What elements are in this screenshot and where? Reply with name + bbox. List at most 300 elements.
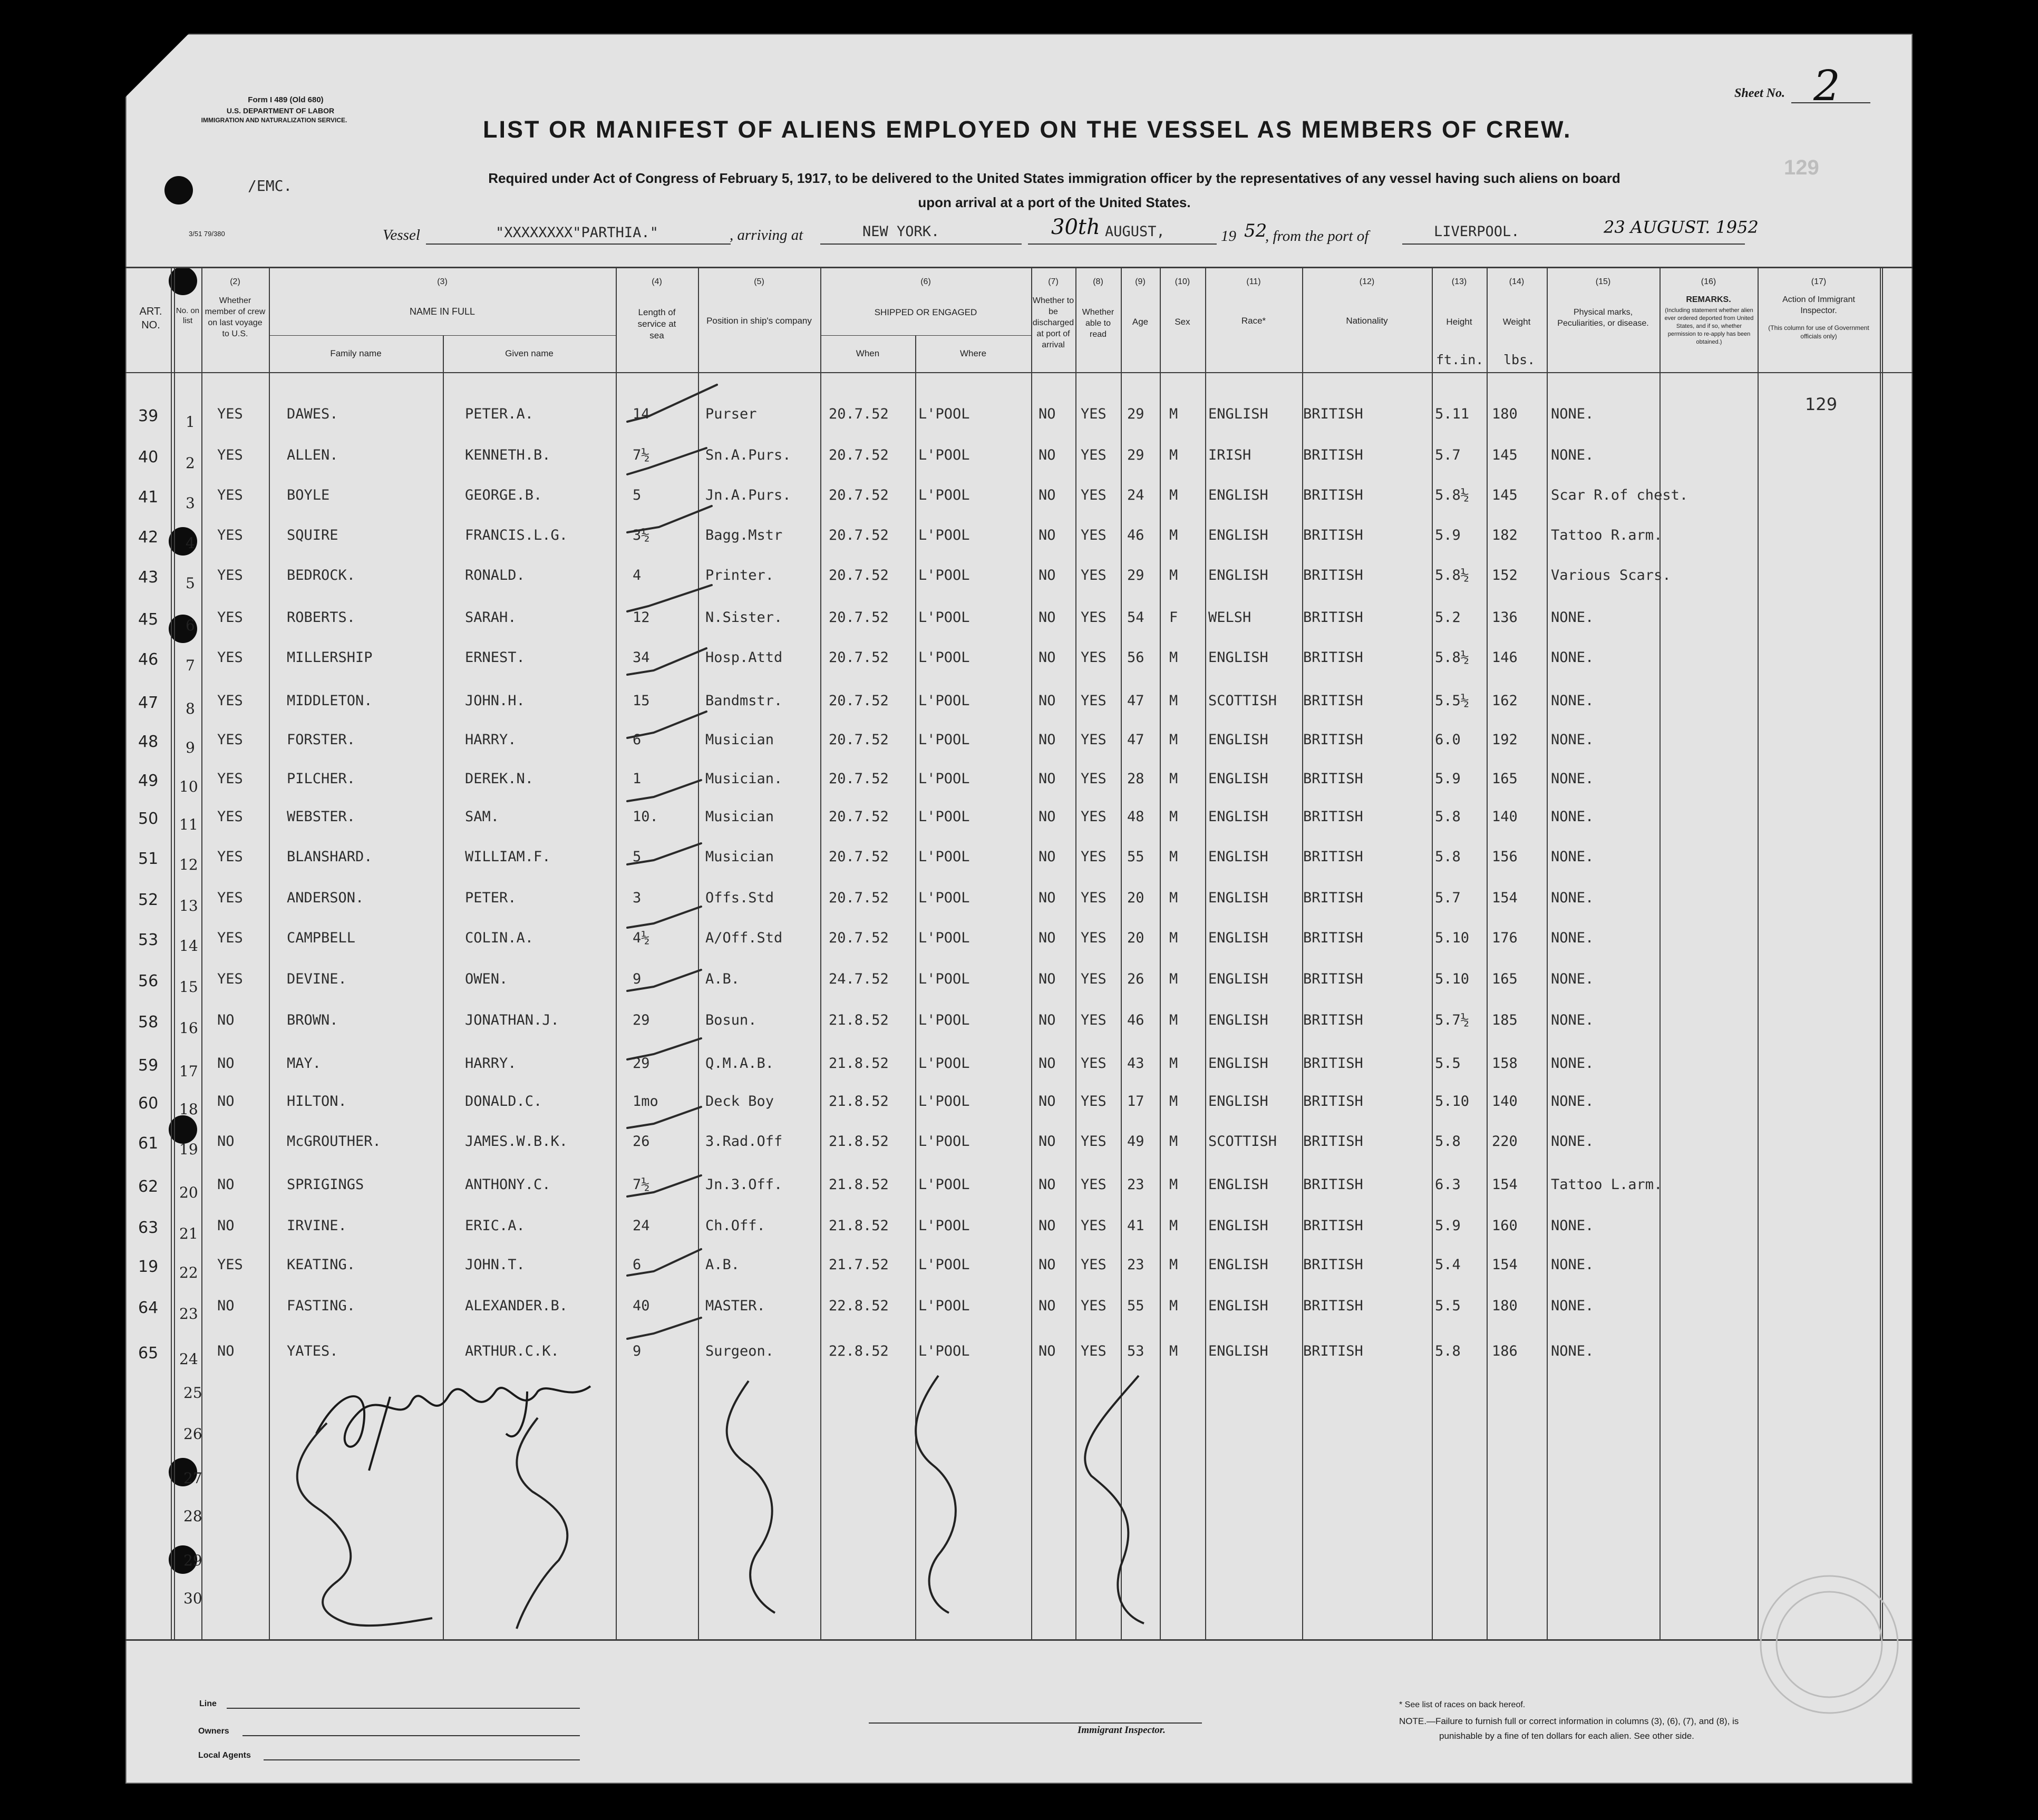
sex-cell: M (1169, 1176, 1178, 1193)
height-cell: 5.8 (1435, 1133, 1461, 1150)
sex-cell: M (1169, 447, 1178, 463)
shipped-when-cell: 21.8.52 (829, 1093, 889, 1109)
weight-cell: 140 (1492, 1093, 1518, 1109)
service-name: IMMIGRATION AND NATURALIZATION SERVICE. (201, 116, 347, 124)
list-no-cell: 2 (186, 454, 195, 472)
last-voyage-cell: YES (217, 406, 243, 422)
discharged-cell: NO (1039, 487, 1056, 503)
race-cell: ENGLISH (1208, 567, 1268, 583)
family-name-cell: ANDERSON. (287, 890, 364, 906)
weight-cell: 145 (1492, 447, 1518, 463)
nationality-cell: BRITISH (1303, 971, 1363, 987)
family-name-cell: PILCHER. (287, 771, 356, 787)
shipped-when-cell: 20.7.52 (829, 890, 889, 906)
service-length-cell: 9 (633, 1343, 642, 1359)
list-no-cell: 24 (179, 1350, 198, 1368)
table-row (0, 1176, 2038, 1208)
physical-marks-cell: NONE. (1551, 1133, 1594, 1150)
nationality-cell: BRITISH (1303, 1133, 1363, 1150)
family-name-cell: BOYLE (287, 487, 330, 503)
nationality-cell: BRITISH (1303, 930, 1363, 946)
arrival-day: 30th (1051, 215, 1100, 239)
physical-marks-cell: NONE. (1551, 1257, 1594, 1273)
shipped-where-cell: L'POOL (918, 890, 970, 906)
table-bottom-rule (125, 1639, 1913, 1641)
physical-marks-cell: NONE. (1551, 971, 1594, 987)
last-voyage-cell: NO (217, 1218, 235, 1234)
discharged-cell: NO (1039, 971, 1056, 987)
col-number: (8) (1093, 277, 1103, 286)
service-length-cell: 4 (633, 567, 642, 583)
height-cell: 5.8½ (1435, 649, 1470, 666)
family-name-cell: MIDDLETON. (287, 693, 373, 709)
sex-cell: M (1169, 567, 1178, 583)
list-no-cell: 8 (186, 700, 195, 717)
table-row (0, 527, 2038, 559)
art-no-cell: 53 (138, 931, 159, 949)
discharged-cell: NO (1039, 1133, 1056, 1150)
col-header-shipped: SHIPPED OR ENGAGED (874, 307, 977, 317)
race-cell: ENGLISH (1208, 1055, 1268, 1072)
list-no-cell: 6 (186, 617, 195, 634)
shipped-where-cell: L'POOL (918, 527, 970, 543)
shipped-when-cell: 20.7.52 (829, 406, 889, 422)
position-cell: Jn.A.Purs. (705, 487, 791, 503)
col-header-list-no: No. on list (176, 306, 200, 325)
given-name-cell: JOHN.H. (465, 693, 525, 709)
date-underline (1028, 244, 1217, 245)
weight-cell: 176 (1492, 930, 1518, 946)
shipped-when-cell: 21.8.52 (829, 1055, 889, 1072)
table-row (0, 849, 2038, 880)
col-header-physical-marks: Physical marks, Peculiarities, or disease. (1557, 308, 1649, 328)
weight-cell: 220 (1492, 1133, 1518, 1150)
sex-cell: M (1169, 527, 1178, 543)
position-cell: Q.M.A.B. (705, 1055, 774, 1072)
shipped-when-cell: 20.7.52 (829, 649, 889, 666)
arriving-underline (820, 244, 1022, 245)
table-row (0, 1093, 2038, 1125)
col-header-when: When (856, 348, 880, 358)
art-no-cell: 56 (138, 972, 159, 990)
age-cell: 56 (1127, 649, 1144, 666)
physical-marks-cell: Various Scars. (1551, 567, 1671, 583)
able-to-read-cell: YES (1081, 1343, 1107, 1359)
col-number: (7) (1048, 277, 1059, 286)
given-name-cell: OWEN. (465, 971, 508, 987)
given-name-cell: FRANCIS.L.G. (465, 527, 568, 543)
age-cell: 49 (1127, 1133, 1144, 1150)
family-name-cell: CAMPBELL (287, 930, 356, 946)
shipped-where-cell: L'POOL (918, 609, 970, 626)
last-voyage-cell: YES (217, 447, 243, 463)
given-name-cell: ERIC.A. (465, 1218, 525, 1234)
blank-line-number: 26 (183, 1425, 202, 1443)
nationality-cell: BRITISH (1303, 1298, 1363, 1314)
list-no-cell: 13 (179, 897, 198, 914)
vessel-underline (426, 244, 731, 245)
shipped-where-cell: L'POOL (918, 1176, 970, 1193)
art-no-cell: 61 (138, 1134, 159, 1153)
physical-marks-cell: NONE. (1551, 732, 1594, 748)
col-number: (2) (230, 277, 240, 286)
art-no-cell: 49 (138, 772, 159, 790)
discharged-cell: NO (1039, 1343, 1056, 1359)
discharged-cell: NO (1039, 771, 1056, 787)
shipped-where-cell: L'POOL (918, 406, 970, 422)
last-voyage-cell: YES (217, 849, 243, 865)
height-cell: 5.4 (1435, 1257, 1461, 1273)
penalty-note-2: punishable by a fine of ten dollars for each alien. See other side. (1439, 1731, 1694, 1741)
nationality-cell: BRITISH (1303, 1055, 1363, 1072)
table-row (0, 971, 2038, 1003)
able-to-read-cell: YES (1081, 447, 1107, 463)
family-name-cell: BROWN. (287, 1012, 338, 1028)
list-no-cell: 16 (179, 1019, 198, 1037)
height-cell: 5.8 (1435, 849, 1461, 865)
race-cell: ENGLISH (1208, 971, 1268, 987)
nationality-cell: BRITISH (1303, 849, 1363, 865)
shipped-subrule (820, 335, 1031, 336)
weight-cell: 192 (1492, 732, 1518, 748)
able-to-read-cell: YES (1081, 971, 1107, 987)
family-name-cell: McGROUTHER. (287, 1133, 381, 1150)
position-cell: Bosun. (705, 1012, 757, 1028)
table-row (0, 930, 2038, 961)
list-no-cell: 18 (179, 1101, 198, 1118)
list-no-cell: 1 (186, 413, 195, 431)
shipped-when-cell: 21.8.52 (829, 1133, 889, 1150)
given-name-cell: HARRY. (465, 732, 517, 748)
table-row (0, 1055, 2038, 1087)
discharged-cell: NO (1039, 406, 1056, 422)
sex-cell: M (1169, 1298, 1178, 1314)
arrival-month: AUGUST, (1105, 223, 1165, 240)
height-cell: 5.9 (1435, 771, 1461, 787)
family-name-cell: SQUIRE (287, 527, 338, 543)
physical-marks-cell: NONE. (1551, 649, 1594, 666)
able-to-read-cell: YES (1081, 732, 1107, 748)
table-row (0, 609, 2038, 641)
last-voyage-cell: NO (217, 1055, 235, 1072)
vessel-name: "XXXXXXXX"PARTHIA." (496, 225, 658, 241)
able-to-read-cell: YES (1081, 1012, 1107, 1028)
shipped-where-cell: L'POOL (918, 1093, 970, 1109)
col-header-discharged: Whether to be discharged at port of arrival (1032, 296, 1074, 349)
col-header-art-no: ART. NO. (139, 306, 162, 331)
service-length-cell: 5 (633, 849, 642, 865)
discharged-cell: NO (1039, 693, 1056, 709)
race-cell: ENGLISH (1208, 487, 1268, 503)
col-number: (3) (437, 277, 448, 286)
discharged-cell: NO (1039, 1093, 1056, 1109)
position-cell: A.B. (705, 971, 740, 987)
physical-marks-cell: NONE. (1551, 809, 1594, 825)
given-name-cell: HARRY. (465, 1055, 517, 1072)
nationality-cell: BRITISH (1303, 609, 1363, 626)
art-no-cell: 64 (138, 1299, 159, 1317)
last-voyage-cell: NO (217, 1133, 235, 1150)
sex-cell: M (1169, 693, 1178, 709)
subtitle-line-2: upon arrival at a port of the United States. (918, 194, 1191, 210)
inspector-signature-line (869, 1722, 1202, 1724)
race-cell: ENGLISH (1208, 1343, 1268, 1359)
given-name-cell: ANTHONY.C. (465, 1176, 551, 1193)
discharged-cell: NO (1039, 849, 1056, 865)
list-no-cell: 7 (186, 657, 195, 674)
given-name-cell: JONATHAN.J. (465, 1012, 559, 1028)
service-length-cell: 7½ (633, 447, 650, 463)
faded-stamp-number: 129 (1784, 156, 1819, 179)
last-voyage-cell: YES (217, 809, 243, 825)
position-cell: Surgeon. (705, 1343, 774, 1359)
sex-cell: F (1169, 609, 1178, 626)
table-row (0, 1343, 2038, 1375)
sex-cell: M (1169, 732, 1178, 748)
position-cell: Purser (705, 406, 757, 422)
shipped-where-cell: L'POOL (918, 487, 970, 503)
weight-cell: 186 (1492, 1343, 1518, 1359)
sex-cell: M (1169, 487, 1178, 503)
last-voyage-cell: YES (217, 649, 243, 666)
given-name-cell: DONALD.C. (465, 1093, 542, 1109)
race-cell: SCOTTISH (1208, 1133, 1277, 1150)
col-header-service: Length of service at sea (637, 307, 676, 340)
header-bottom-rule (125, 372, 1913, 373)
col-header-last-voyage: Whether member of crew on last voyage to U.S. (205, 296, 266, 338)
owners-label: Owners (198, 1727, 229, 1736)
discharged-cell: NO (1039, 1298, 1056, 1314)
position-cell: A.B. (705, 1257, 740, 1273)
col-number: (10) (1175, 277, 1190, 286)
nationality-cell: BRITISH (1303, 1093, 1363, 1109)
shipped-when-cell: 22.8.52 (829, 1298, 889, 1314)
service-length-cell: 29 (633, 1012, 650, 1028)
reference-code: /EMC. (248, 177, 293, 194)
col-header-where: Where (959, 348, 987, 358)
sex-cell: M (1169, 406, 1178, 422)
discharged-cell: NO (1039, 527, 1056, 543)
age-cell: 54 (1127, 609, 1144, 626)
last-voyage-cell: YES (217, 732, 243, 748)
table-row (0, 693, 2038, 724)
given-name-cell: RONALD. (465, 567, 525, 583)
table-row (0, 771, 2038, 802)
age-cell: 47 (1127, 693, 1144, 709)
age-cell: 29 (1127, 406, 1144, 422)
shipped-when-cell: 20.7.52 (829, 609, 889, 626)
height-cell: 5.10 (1435, 971, 1470, 987)
weight-cell: 182 (1492, 527, 1518, 543)
given-name-cell: JOHN.T. (465, 1257, 525, 1273)
sex-cell: M (1169, 930, 1178, 946)
given-name-cell: SAM. (465, 809, 500, 825)
shipped-where-cell: L'POOL (918, 567, 970, 583)
table-row (0, 487, 2038, 519)
arriving-label: , arriving at (730, 227, 803, 244)
family-name-cell: MILLERSHIP (287, 649, 373, 666)
shipped-when-cell: 20.7.52 (829, 809, 889, 825)
age-cell: 43 (1127, 1055, 1144, 1072)
physical-marks-cell: NONE. (1551, 890, 1594, 906)
physical-marks-cell: NONE. (1551, 406, 1594, 422)
col-header-read: Whether able to read (1082, 308, 1114, 339)
shipped-where-cell: L'POOL (918, 771, 970, 787)
col-header-inspector-action: Action of Immigrant Inspector. (1782, 295, 1855, 315)
art-no-cell: 51 (138, 850, 159, 868)
last-voyage-cell: NO (217, 1343, 235, 1359)
service-length-cell: 4½ (633, 930, 650, 946)
weight-cell: 180 (1492, 406, 1518, 422)
art-no-cell: 40 (138, 448, 159, 466)
shipped-where-cell: L'POOL (918, 649, 970, 666)
height-cell: 5.5 (1435, 1055, 1461, 1072)
table-row (0, 1298, 2038, 1329)
weight-cell: 180 (1492, 1298, 1518, 1314)
art-no-cell: 39 (138, 407, 159, 425)
year-suffix: 52 (1244, 220, 1267, 241)
shipped-where-cell: L'POOL (918, 971, 970, 987)
art-no-cell: 58 (138, 1013, 159, 1031)
shipped-where-cell: L'POOL (918, 1218, 970, 1234)
position-cell: Musician. (705, 771, 783, 787)
last-voyage-cell: YES (217, 771, 243, 787)
sex-cell: M (1169, 971, 1178, 987)
height-cell: 5.5 (1435, 1298, 1461, 1314)
table-row (0, 649, 2038, 681)
col-header-inspector-note: (This column for use of Government officials only) (1768, 324, 1869, 340)
table-row (0, 1012, 2038, 1044)
shipped-where-cell: L'POOL (918, 1133, 970, 1150)
family-name-cell: BEDROCK. (287, 567, 356, 583)
discharged-cell: NO (1039, 1176, 1056, 1193)
table-row (0, 1218, 2038, 1249)
penalty-note-1: NOTE.—Failure to furnish full or correct information in columns (3), (6), (7), and (8), is (1399, 1716, 1739, 1726)
able-to-read-cell: YES (1081, 406, 1107, 422)
sex-cell: M (1169, 649, 1178, 666)
col-header-remarks: REMARKS. (1686, 295, 1731, 304)
shipped-where-cell: L'POOL (918, 1012, 970, 1028)
weight-cell: 156 (1492, 849, 1518, 865)
discharged-cell: NO (1039, 1012, 1056, 1028)
list-no-cell: 14 (179, 937, 198, 955)
nationality-cell: BRITISH (1303, 1176, 1363, 1193)
blank-line-number: 27 (183, 1469, 202, 1487)
shipped-when-cell: 22.8.52 (829, 1343, 889, 1359)
race-cell: ENGLISH (1208, 1093, 1268, 1109)
col-number: (13) (1451, 277, 1467, 286)
shipped-when-cell: 20.7.52 (829, 567, 889, 583)
last-voyage-cell: YES (217, 890, 243, 906)
position-cell: A/Off.Std (705, 930, 783, 946)
nationality-cell: BRITISH (1303, 771, 1363, 787)
race-cell: ENGLISH (1208, 930, 1268, 946)
list-no-cell: 3 (186, 494, 195, 512)
family-name-cell: SPRIGINGS (287, 1176, 364, 1193)
col-header-nationality: Nationality (1346, 316, 1388, 326)
physical-marks-cell: Tattoo R.arm. (1551, 527, 1663, 543)
height-cell: 6.3 (1435, 1176, 1461, 1193)
age-cell: 55 (1127, 849, 1144, 865)
table-row (0, 1257, 2038, 1288)
able-to-read-cell: YES (1081, 1218, 1107, 1234)
from-underline (1402, 244, 1745, 245)
list-no-cell: 5 (186, 575, 195, 592)
shipped-when-cell: 21.7.52 (829, 1257, 889, 1273)
race-cell: ENGLISH (1208, 527, 1268, 543)
sex-cell: M (1169, 809, 1178, 825)
shipped-where-cell: L'POOL (918, 447, 970, 463)
col-number: (9) (1135, 277, 1146, 286)
family-name-cell: ROBERTS. (287, 609, 356, 626)
blank-line-number: 29 (183, 1552, 202, 1569)
discharged-cell: NO (1039, 809, 1056, 825)
family-name-cell: DAWES. (287, 406, 338, 422)
physical-marks-cell: NONE. (1551, 1093, 1594, 1109)
race-cell: ENGLISH (1208, 732, 1268, 748)
weight-cell: 140 (1492, 809, 1518, 825)
race-cell: ENGLISH (1208, 890, 1268, 906)
service-length-cell: 1mo (633, 1093, 658, 1109)
service-length-cell: 40 (633, 1298, 650, 1314)
discharged-cell: NO (1039, 930, 1056, 946)
race-cell: ENGLISH (1208, 809, 1268, 825)
nationality-cell: BRITISH (1303, 1012, 1363, 1028)
age-cell: 26 (1127, 971, 1144, 987)
given-name-cell: KENNETH.B. (465, 447, 551, 463)
discharged-cell: NO (1039, 1257, 1056, 1273)
art-no-cell: 63 (138, 1219, 159, 1237)
line-label: Line (199, 1699, 217, 1708)
able-to-read-cell: YES (1081, 693, 1107, 709)
height-cell: 5.9 (1435, 1218, 1461, 1234)
position-cell: Printer. (705, 567, 774, 583)
nationality-cell: BRITISH (1303, 732, 1363, 748)
nationality-cell: BRITISH (1303, 1218, 1363, 1234)
last-voyage-cell: YES (217, 567, 243, 583)
race-cell: ENGLISH (1208, 1012, 1268, 1028)
last-voyage-cell: NO (217, 1012, 235, 1028)
weight-cell: 165 (1492, 771, 1518, 787)
shipped-when-cell: 20.7.52 (829, 447, 889, 463)
family-name-cell: KEATING. (287, 1257, 356, 1273)
weight-cell: 154 (1492, 1257, 1518, 1273)
col-number: (12) (1359, 277, 1375, 286)
weight-cell: 162 (1492, 693, 1518, 709)
family-name-cell: BLANSHARD. (287, 849, 373, 865)
sex-cell: M (1169, 1093, 1178, 1109)
shipped-where-cell: L'POOL (918, 1343, 970, 1359)
service-length-cell: 26 (633, 1133, 650, 1150)
weight-cell: 152 (1492, 567, 1518, 583)
age-cell: 20 (1127, 890, 1144, 906)
shipped-when-cell: 20.7.52 (829, 487, 889, 503)
shipped-when-cell: 20.7.52 (829, 732, 889, 748)
family-name-cell: WEBSTER. (287, 809, 356, 825)
physical-marks-cell: NONE. (1551, 1298, 1594, 1314)
owners-underline (242, 1735, 580, 1736)
col-number: (6) (920, 277, 931, 286)
service-length-cell: 12 (633, 609, 650, 626)
given-name-cell: COLIN.A. (465, 930, 534, 946)
service-length-cell: 9 (633, 971, 642, 987)
age-cell: 24 (1127, 487, 1144, 503)
age-cell: 29 (1127, 447, 1144, 463)
discharged-cell: NO (1039, 567, 1056, 583)
shipped-where-cell: L'POOL (918, 1055, 970, 1072)
last-voyage-cell: YES (217, 971, 243, 987)
height-cell: 5.7 (1435, 447, 1461, 463)
